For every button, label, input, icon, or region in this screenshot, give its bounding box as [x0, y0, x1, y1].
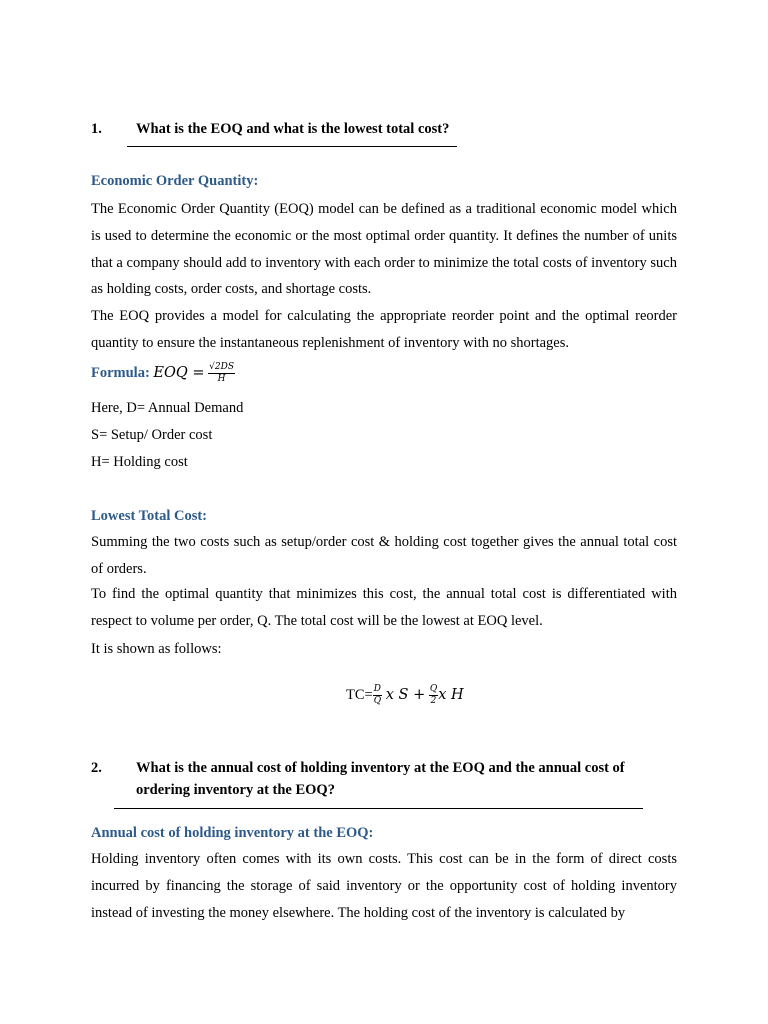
formula-sqrt-sign: √	[209, 362, 215, 372]
tc-fraction-1	[373, 684, 382, 707]
question-2-text-line-1: What is the annual cost of holding inventory at the EOQ and the annual cost of	[136, 760, 625, 776]
total-cost-formula	[346, 684, 464, 707]
ltc-paragraph-2: To find the optimal quantity that minimizes this cost, the annual total cost is differentiated with respect to volume per order, Q. The total cost will be the lowest at EOQ level.	[91, 586, 677, 629]
formula-denominator: H	[217, 374, 226, 384]
tc-fraction-2-denominator: 2	[430, 696, 437, 706]
question-1	[91, 118, 691, 142]
question-1-number: 1.	[91, 121, 102, 137]
tc-end: x H	[438, 686, 464, 703]
formula-lhs: EOQ =	[153, 364, 205, 381]
tc-fraction-1-numerator: D	[373, 684, 382, 694]
question-2-text-line-2: ordering inventory at the EOQ?	[136, 782, 335, 798]
eoq-paragraph-2: The EOQ provides a model for calculating the appropriate reorder point and the optimal reorder quantity to ensure the instantaneous replenishment of inventory with no shortages.	[91, 308, 677, 351]
eoq-formula	[91, 362, 235, 385]
formula-label: Formula:	[91, 364, 150, 381]
tc-fraction-2-numerator: Q	[429, 684, 438, 694]
definition-d: Here, D= Annual Demand	[91, 400, 244, 416]
ltc-paragraph-1: Summing the two costs such as setup/order cost & holding cost together gives the annual total cost of orders.	[91, 534, 677, 577]
question-1-text: What is the EOQ and what is the lowest total cost?	[136, 121, 450, 137]
tc-fraction-1-denominator: Q	[373, 696, 382, 706]
formula-numerator: 2DS	[214, 362, 235, 372]
tc-middle: x S +	[385, 686, 426, 703]
ltc-heading: Lowest Total Cost:	[91, 508, 208, 524]
holding-cost-heading: Annual cost of holding inventory at the EOQ:	[91, 825, 374, 841]
question-1-underline	[127, 146, 457, 147]
definition-h: H= Holding cost	[91, 454, 188, 470]
question-2	[91, 757, 691, 805]
eoq-paragraph-1: The Economic Order Quantity (EOQ) model can be defined as a traditional economic model which is used to determine the economic or the most optimal order quantity. It defines the number of units that a company should add to inventory with each order to minimize the total costs of inventory such as holding costs, order costs, and shortage costs.	[91, 201, 677, 298]
holding-cost-paragraph: Holding inventory often comes with its own costs. This cost can be in the form of direct costs incurred by financing the storage of said inventory or the opportunity cost of holding inventory instead of investing the money elsewhere. The holding cost of the inventory is calculated by	[91, 851, 677, 921]
question-2-number: 2.	[91, 760, 102, 776]
tc-fraction-2	[429, 684, 438, 707]
definition-s: S= Setup/ Order cost	[91, 427, 213, 443]
ltc-paragraph-3: It is shown as follows:	[91, 641, 222, 657]
formula-fraction	[208, 362, 235, 385]
eoq-heading: Economic Order Quantity:	[91, 173, 259, 189]
tc-prefix: TC=	[346, 686, 373, 703]
question-2-underline	[114, 808, 643, 809]
